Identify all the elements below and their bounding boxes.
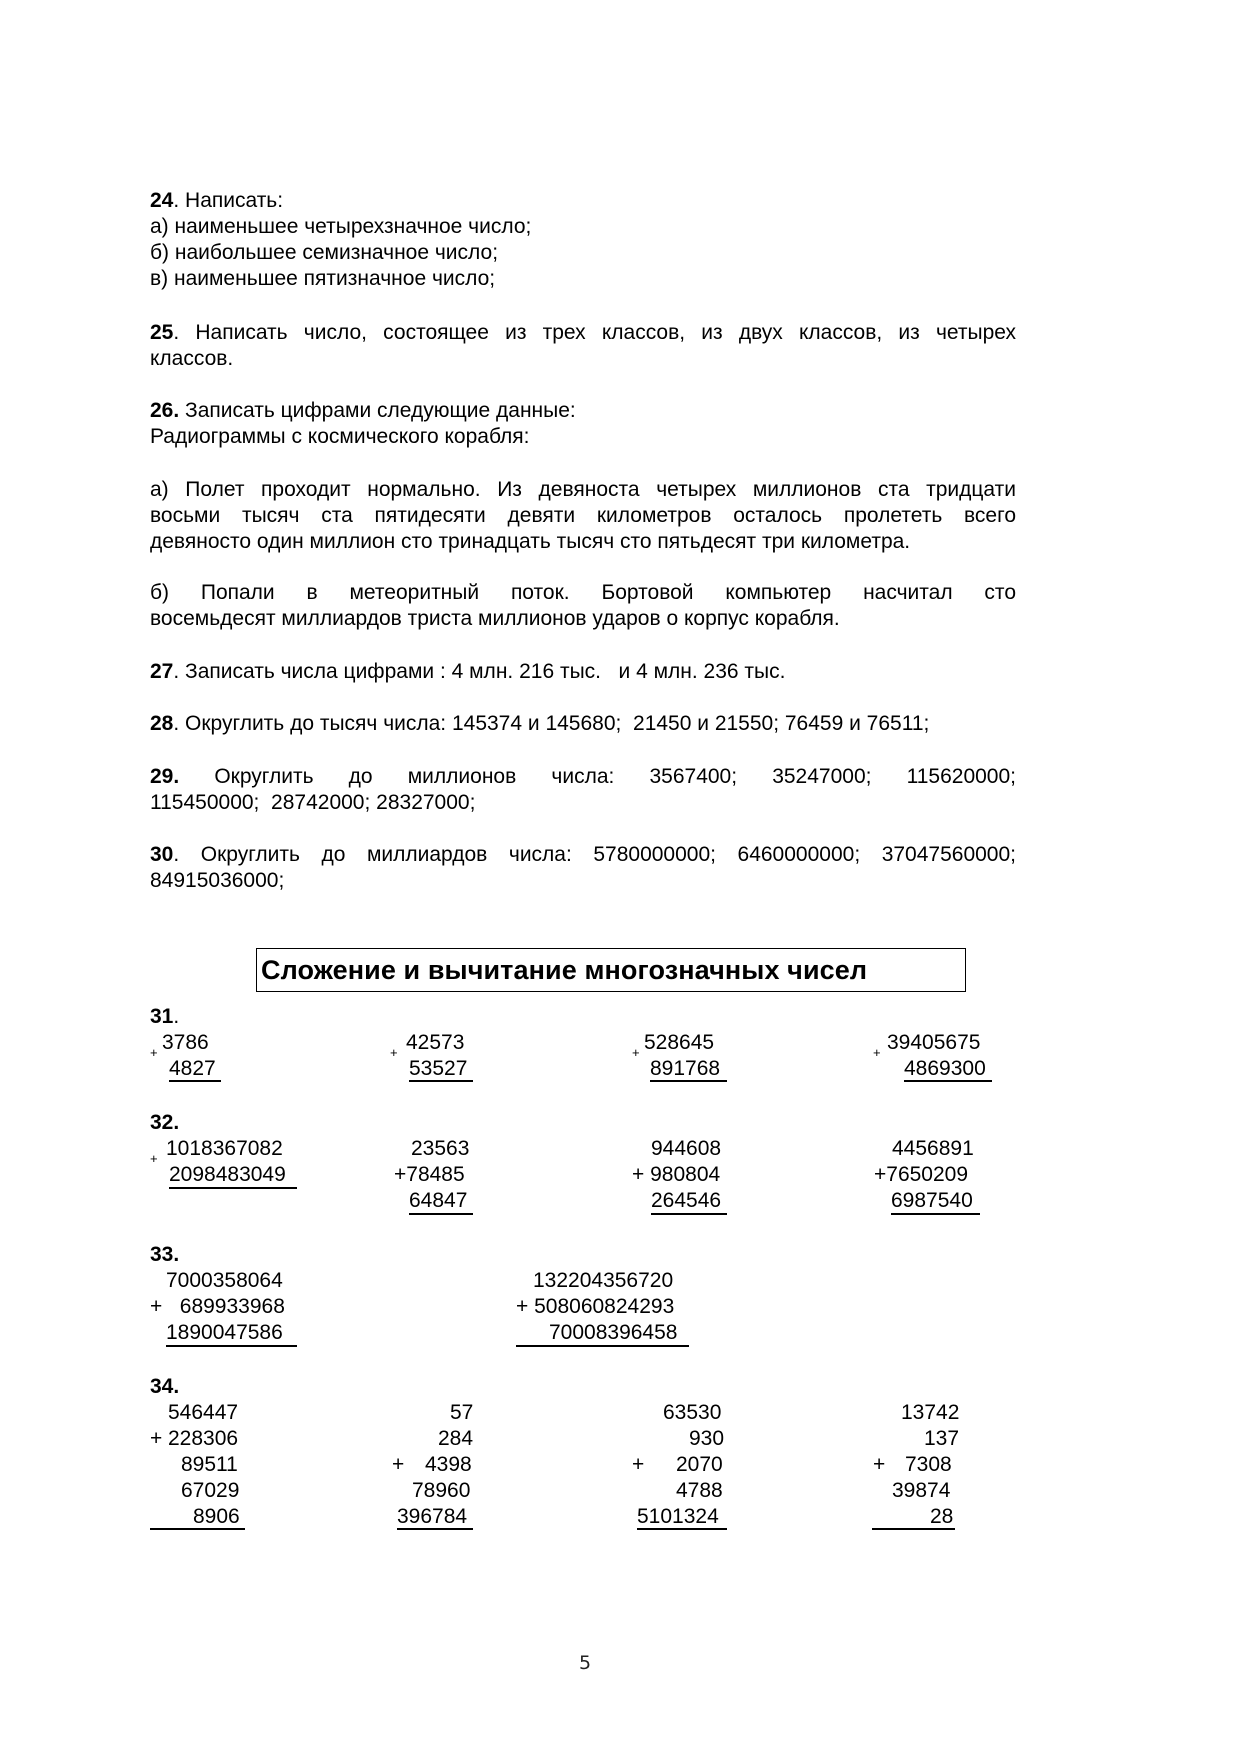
- problem-24-item-a: а) наименьшее четырехзначное число;: [150, 215, 532, 238]
- addend: 4456891: [892, 1137, 974, 1160]
- exercise-number: 31: [150, 1005, 174, 1028]
- problem-number: 24: [150, 189, 174, 212]
- addend: 7308: [905, 1453, 952, 1476]
- underline: [891, 1213, 980, 1215]
- addend: 284: [438, 1427, 474, 1450]
- addend: 4788: [676, 1479, 723, 1502]
- addend: 13742: [901, 1401, 960, 1424]
- underline: [650, 1080, 727, 1082]
- problem-text: . Округлить до тысяч числа: 145374 и 145680; 21450 и 21550; 76459 и 76511;: [173, 712, 930, 735]
- plus-sign: +: [873, 1453, 886, 1476]
- sum: 1890047586: [166, 1321, 283, 1344]
- problem-29-line2: 115450000; 28742000; 28327000;: [150, 791, 476, 814]
- underline: [637, 1528, 727, 1530]
- addend: 5101324: [637, 1505, 719, 1528]
- page-number: 5: [578, 1652, 592, 1674]
- underline: [904, 1080, 992, 1082]
- addend: + 508060824293: [516, 1295, 675, 1318]
- problem-26-a-line1: а) Полет проходит нормально. Из девяноста четырех миллионов ста тридцати: [150, 478, 1016, 501]
- problem-text: . Написать:: [173, 189, 284, 212]
- underline: [169, 1080, 221, 1082]
- problem-25-line2: классов.: [150, 347, 234, 370]
- plus-sign: +: [150, 1045, 158, 1060]
- sum: 64847: [409, 1189, 468, 1212]
- addend: 4869300: [904, 1057, 986, 1080]
- problem-number: 28: [150, 712, 174, 735]
- addend: 7000358064: [166, 1269, 283, 1292]
- addend: 137: [924, 1427, 960, 1450]
- addend: 132204356720: [533, 1269, 674, 1292]
- underline: [409, 1213, 473, 1215]
- addend: +7650209: [874, 1163, 969, 1186]
- problem-29-line1: [150, 764, 1016, 791]
- problem-26-b-line2: восемьдесят миллиардов триста миллионов ударов о корпус корабля.: [150, 607, 840, 630]
- problem-26-a-line3: девяносто один миллион сто тринадцать тысяч сто пятьдесят три километра.: [150, 530, 911, 553]
- exercise-number: 34.: [150, 1375, 180, 1398]
- addend: 8906: [193, 1505, 240, 1528]
- addend: 396784: [397, 1505, 468, 1528]
- underline: [150, 1528, 245, 1530]
- exercise-32-label: [150, 1110, 179, 1136]
- addend: 39874: [892, 1479, 951, 1502]
- underline: [169, 1187, 297, 1189]
- problem-text: . Записать числа цифрами : 4 млн. 216 тыс. и 4 млн. 236 тыс.: [173, 660, 786, 683]
- problem-26-subtitle: Радиограммы с космического корабля:: [150, 425, 530, 448]
- addend: 42573: [406, 1031, 465, 1054]
- addend: 23563: [411, 1137, 470, 1160]
- problem-number: 30: [150, 843, 174, 866]
- problem-text: Округлить до миллионов числа: 3567400; 35247000; 115620000;: [179, 765, 1016, 788]
- exercise-31-label: [150, 1004, 179, 1030]
- addend: 28: [930, 1505, 954, 1528]
- addend: 3786: [162, 1031, 209, 1054]
- problem-25-line1: [150, 320, 1016, 347]
- addend: +78485: [394, 1163, 465, 1186]
- addend: 57: [450, 1401, 474, 1424]
- problem-text: . Округлить до миллиардов числа: 5780000000; 6460000000; 37047560000;: [173, 843, 1016, 866]
- section-heading: Сложение и вычитание многозначных чисел: [261, 955, 868, 985]
- plus-sign: +: [632, 1045, 640, 1060]
- addend: 1018367082: [166, 1137, 283, 1160]
- addend: 67029: [181, 1479, 240, 1502]
- addend: 4827: [169, 1057, 216, 1080]
- problem-26-b-line1: б) Попали в метеоритный поток. Бортовой компьютер насчитал сто: [150, 581, 1016, 604]
- underline: [651, 1213, 727, 1215]
- problem-26-a-line2: восьми тысяч ста пятидесяти девяти километров осталось пролететь всего: [150, 504, 1016, 527]
- addend: 891768: [650, 1057, 721, 1080]
- addend: 89511: [181, 1453, 238, 1476]
- problem-text: Записать цифрами следующие данные:: [179, 399, 576, 422]
- problem-30-line1: [150, 842, 1016, 869]
- plus-sign: +: [150, 1151, 158, 1166]
- underline: [409, 1080, 473, 1082]
- problem-number: 29.: [150, 765, 180, 788]
- section-heading-box: [256, 948, 966, 992]
- plus-sign: +: [873, 1045, 881, 1060]
- sum: 264546: [651, 1189, 722, 1212]
- problem-24-item-b: б) наибольшее семизначное число;: [150, 241, 499, 264]
- exercise-number: 33.: [150, 1243, 180, 1266]
- underline: [516, 1345, 689, 1347]
- problem-24-item-c: в) наименьшее пятизначное число;: [150, 267, 496, 290]
- addend: + 689933968: [150, 1295, 285, 1318]
- addend: 63530: [663, 1401, 722, 1424]
- problem-text: . Написать число, состоящее из трех классов, из двух классов, из четырех: [173, 321, 1016, 344]
- exercise-number: 32.: [150, 1111, 180, 1134]
- problem-number: 25: [150, 321, 174, 344]
- addend: 944608: [651, 1137, 722, 1160]
- addend: 78960: [412, 1479, 471, 1502]
- addend: 528645: [644, 1031, 715, 1054]
- addend: 39405675: [887, 1031, 981, 1054]
- plus-sign: +: [392, 1453, 405, 1476]
- problem-number: 27: [150, 660, 174, 683]
- addend: 2098483049: [169, 1163, 286, 1186]
- sum: 70008396458: [549, 1321, 678, 1344]
- problem-27: [150, 659, 785, 685]
- sum: 6987540: [891, 1189, 973, 1212]
- underline: [397, 1528, 473, 1530]
- plus-sign: +: [150, 1427, 163, 1450]
- plus-sign: +: [390, 1045, 398, 1060]
- addend: 4398: [425, 1453, 472, 1476]
- problem-28: [150, 711, 929, 737]
- addend: 546447: [168, 1401, 239, 1424]
- addend: 2070: [676, 1453, 723, 1476]
- addend: 228306: [168, 1427, 239, 1450]
- problem-30-line2: 84915036000;: [150, 869, 285, 892]
- plus-sign: +: [632, 1453, 645, 1476]
- exercise-33-label: [150, 1242, 179, 1268]
- problem-26-title: [150, 398, 576, 424]
- addend: 53527: [409, 1057, 468, 1080]
- addend: 930: [689, 1427, 725, 1450]
- addend: + 980804: [632, 1163, 721, 1186]
- problem-number: 26.: [150, 399, 180, 422]
- underline: [872, 1528, 955, 1530]
- exercise-34-label: [150, 1374, 179, 1400]
- underline: [166, 1345, 297, 1347]
- problem-24-title: [150, 188, 283, 214]
- dot: .: [173, 1005, 180, 1028]
